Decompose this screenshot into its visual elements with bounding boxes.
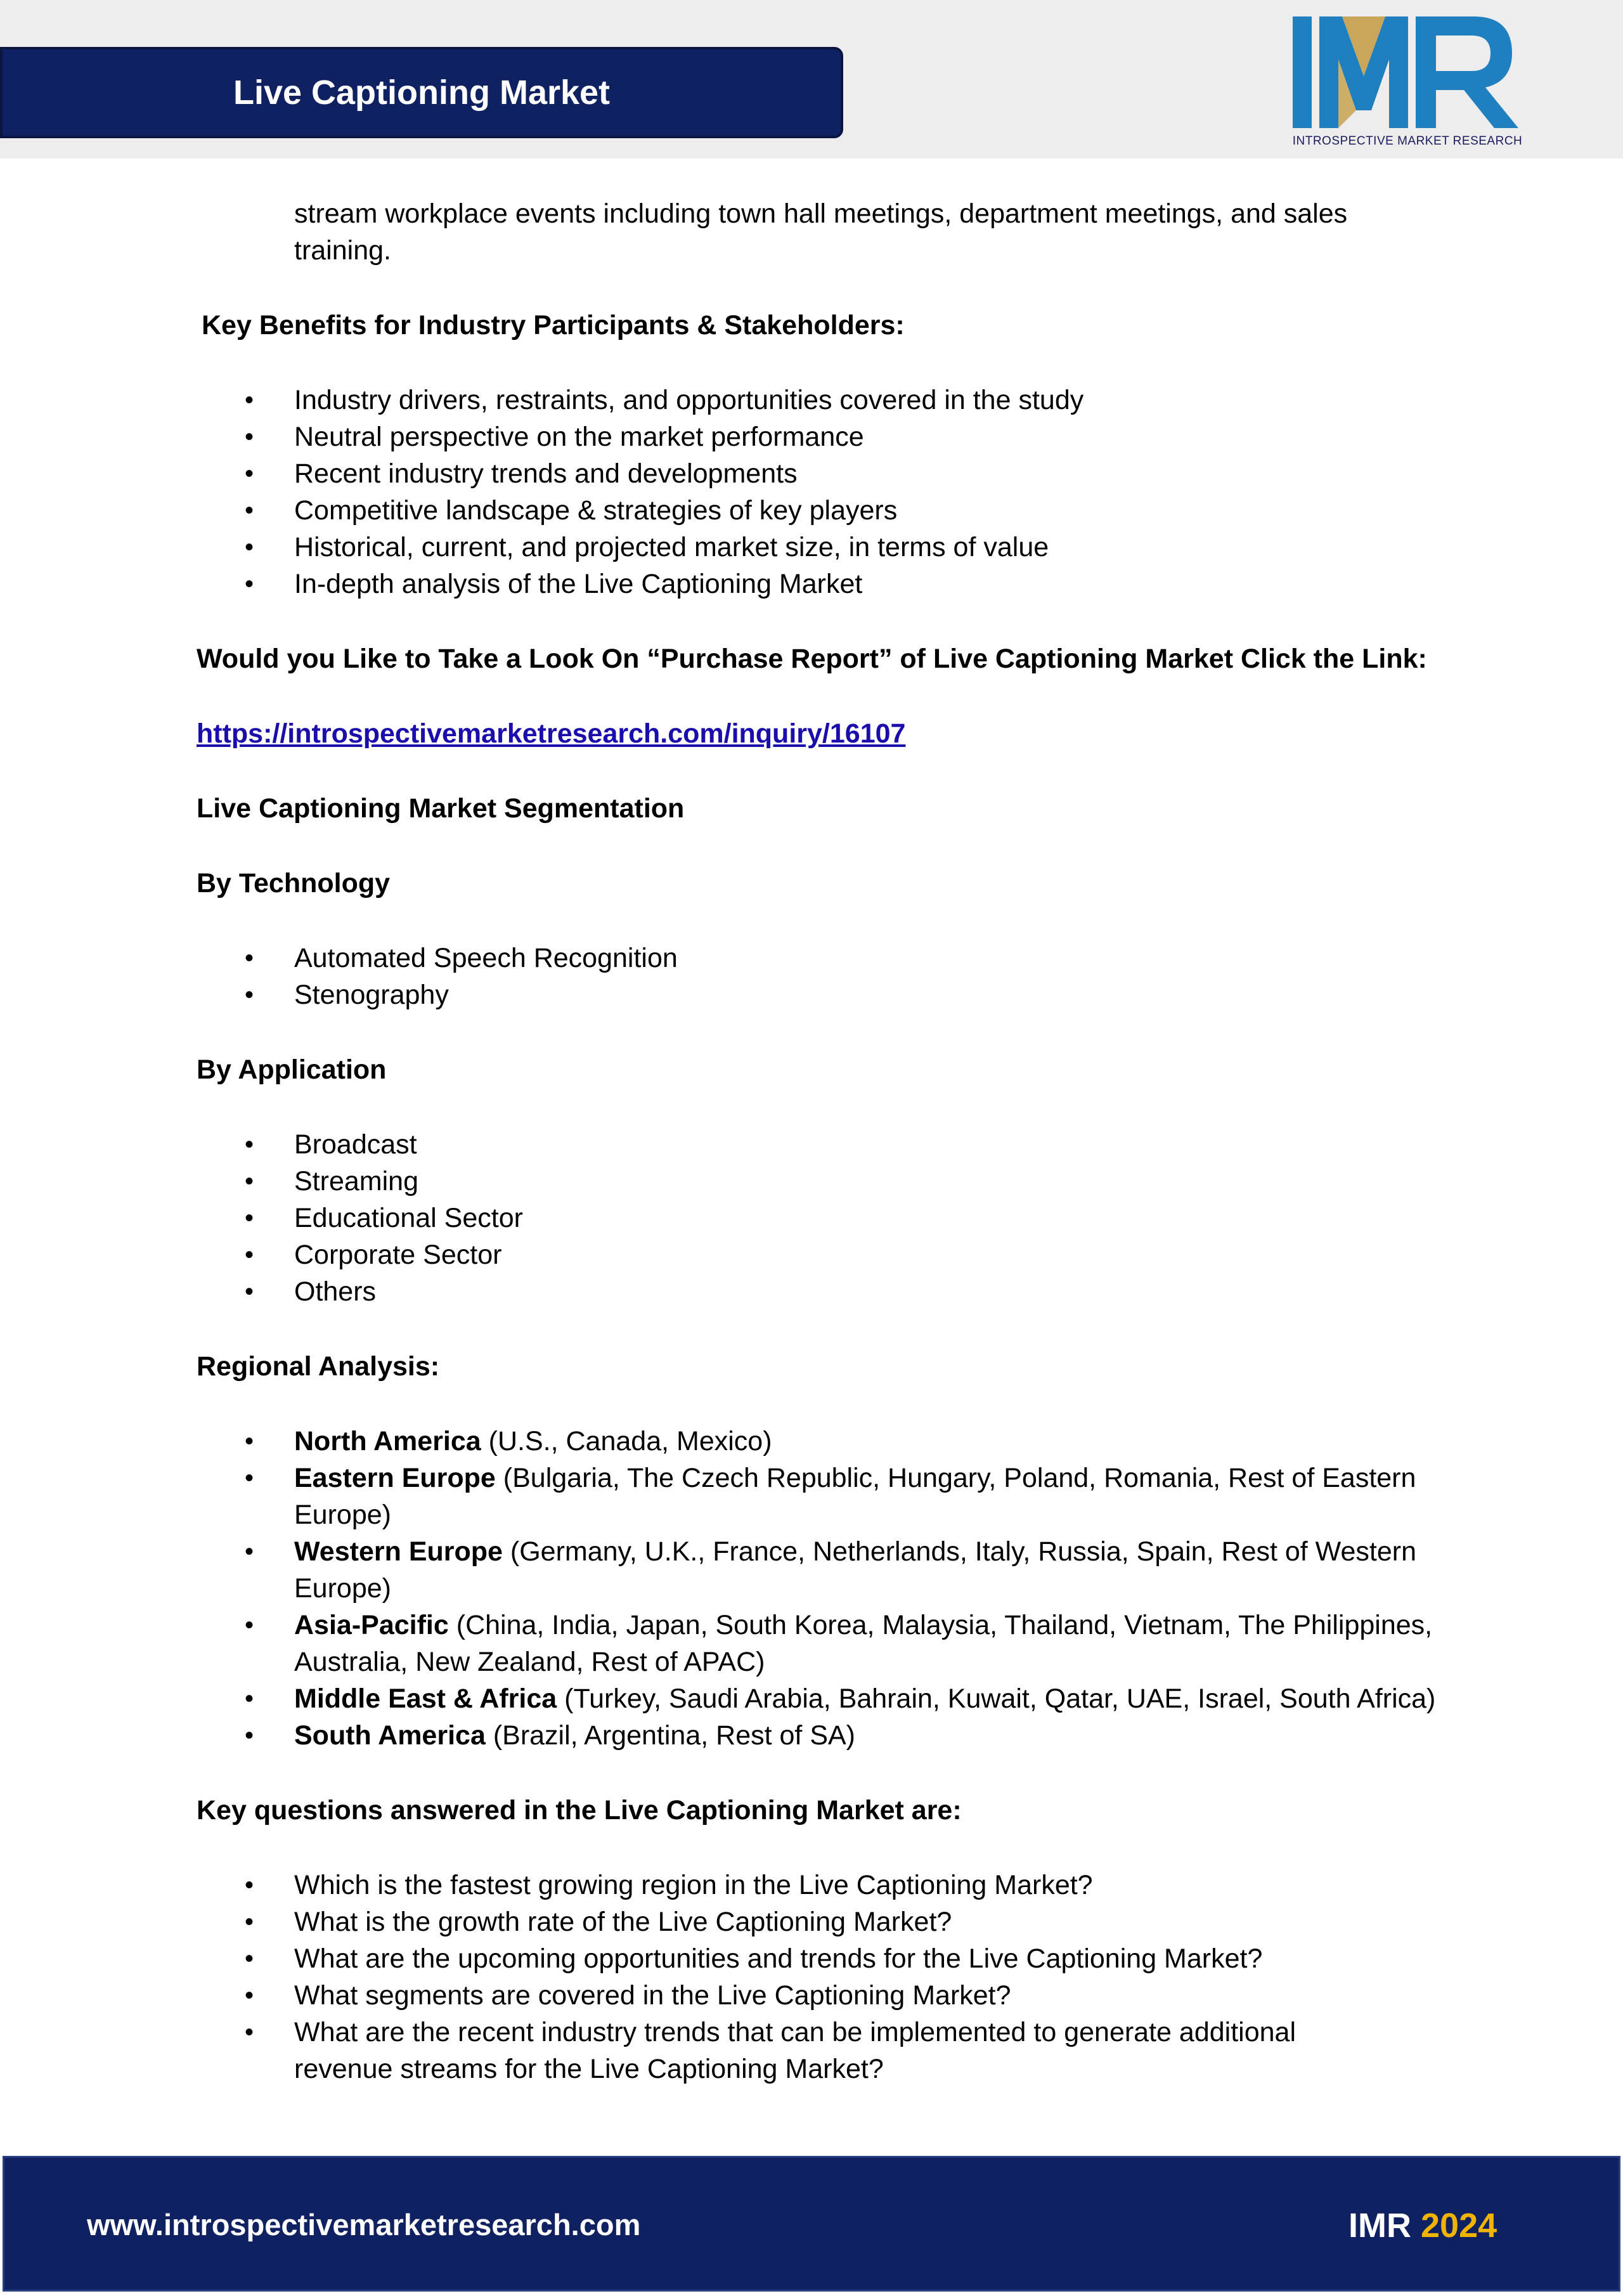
application-item: Others: [294, 1276, 377, 1307]
question-item: What are the upcoming opportunities and trends for the Live Captioning Market?: [294, 1943, 1263, 1974]
bullet-icon: •: [245, 1538, 254, 1566]
logo-caption: INTROSPECTIVE MARKET RESEARCH: [1292, 134, 1523, 148]
bullet-icon: •: [245, 1722, 254, 1749]
bullet-icon: •: [245, 1464, 254, 1492]
application-item: Educational Sector: [294, 1203, 523, 1233]
bullet-icon: •: [245, 1981, 254, 2009]
footer-year: 2024: [1421, 2207, 1497, 2245]
intro-line: training.: [294, 235, 391, 266]
technology-item: Stenography: [294, 980, 449, 1010]
application-item: Streaming: [294, 1166, 418, 1197]
region-name: Eastern Europe: [294, 1463, 496, 1493]
bullet-icon: •: [245, 496, 254, 524]
footer-brand: [1348, 2206, 1497, 2245]
region-detail: (Germany, U.K., France, Netherlands, Italy, Russia, Spain, Rest of Western: [502, 1536, 1416, 1567]
bullet-icon: •: [245, 944, 254, 972]
bullet-icon: •: [245, 1908, 254, 1936]
bullet-icon: •: [245, 1427, 254, 1455]
purchase-link[interactable]: https://introspectivemarketresearch.com/inquiry/16107: [197, 718, 906, 749]
benefit-item: Industry drivers, restraints, and opportunities covered in the study: [294, 385, 1084, 415]
region-item: [294, 1607, 1432, 1644]
region-name: Middle East & Africa: [294, 1683, 557, 1714]
bullet-icon: •: [245, 1871, 254, 1899]
region-name: North America: [294, 1426, 481, 1456]
region-item: [294, 1423, 772, 1460]
question-item: Which is the fastest growing region in the Live Captioning Market?: [294, 1870, 1093, 1900]
region-detail: (China, India, Japan, South Korea, Malaysia, Thailand, Vietnam, The Philippines,: [448, 1610, 1433, 1640]
technology-item: Automated Speech Recognition: [294, 943, 678, 973]
bullet-icon: •: [245, 1685, 254, 1713]
benefit-item: Neutral perspective on the market performance: [294, 422, 864, 452]
bullet-icon: •: [245, 1278, 254, 1306]
imr-logo-icon: [1290, 15, 1525, 152]
footer-website-link[interactable]: www.introspectivemarketresearch.com: [87, 2208, 641, 2241]
bullet-icon: •: [245, 2018, 254, 2046]
purchase-prompt: Would you Like to Take a Look On “Purchase Report” of Live Captioning Market Click the Link:: [197, 644, 1427, 674]
bullet-icon: •: [245, 1611, 254, 1639]
region-detail: (Turkey, Saudi Arabia, Bahrain, Kuwait, Qatar, UAE, Israel, South Africa): [557, 1683, 1436, 1714]
bullet-icon: •: [245, 1131, 254, 1158]
question-item: What are the recent industry trends that can be implemented to generate additional: [294, 2017, 1296, 2047]
intro-line: stream workplace events including town hall meetings, department meetings, and sales: [294, 198, 1348, 229]
benefit-item: In-depth analysis of the Live Captioning Market: [294, 569, 863, 599]
region-detail: (U.S., Canada, Mexico): [481, 1426, 772, 1456]
bullet-icon: •: [245, 1204, 254, 1232]
region-name: South America: [294, 1720, 486, 1751]
page-title-banner: [0, 47, 843, 138]
region-detail-continued: Australia, New Zealand, Rest of APAC): [294, 1647, 765, 1677]
regional-heading: Regional Analysis:: [197, 1351, 440, 1382]
bullet-icon: •: [245, 423, 254, 451]
benefits-heading: Key Benefits for Industry Participants & Stakeholders:: [202, 310, 905, 341]
region-item: [294, 1717, 855, 1754]
region-item: [294, 1533, 1416, 1570]
by-technology-heading: By Technology: [197, 868, 391, 898]
region-item: [294, 1460, 1416, 1496]
bullet-icon: •: [245, 460, 254, 488]
application-item: Broadcast: [294, 1129, 417, 1160]
region-detail-continued: Europe): [294, 1500, 391, 1530]
benefit-item: Historical, current, and projected market size, in terms of value: [294, 532, 1049, 562]
bullet-icon: •: [245, 386, 254, 414]
footer-brand-name: IMR: [1348, 2207, 1411, 2245]
footer-bar: [3, 2156, 1620, 2292]
by-application-heading: By Application: [197, 1054, 387, 1085]
region-name: Asia-Pacific: [294, 1610, 449, 1640]
question-item-continued: revenue streams for the Live Captioning Market?: [294, 2054, 884, 2084]
region-detail: (Bulgaria, The Czech Republic, Hungary, Poland, Romania, Rest of Eastern: [495, 1463, 1416, 1493]
question-item: What is the growth rate of the Live Captioning Market?: [294, 1907, 952, 1937]
bullet-icon: •: [245, 1241, 254, 1269]
bullet-icon: •: [245, 981, 254, 1009]
region-detail-continued: Europe): [294, 1573, 391, 1604]
region-item: [294, 1680, 1435, 1717]
benefit-item: Competitive landscape & strategies of key players: [294, 495, 898, 526]
region-detail: (Brazil, Argentina, Rest of SA): [485, 1720, 855, 1751]
segmentation-heading: Live Captioning Market Segmentation: [197, 793, 685, 824]
question-item: What segments are covered in the Live Captioning Market?: [294, 1980, 1011, 2011]
page-title: Live Captioning Market: [233, 74, 611, 112]
region-name: Western Europe: [294, 1536, 503, 1567]
questions-heading: Key questions answered in the Live Captioning Market are:: [197, 1795, 962, 1826]
benefit-item: Recent industry trends and developments: [294, 458, 798, 489]
bullet-icon: •: [245, 533, 254, 561]
application-item: Corporate Sector: [294, 1240, 502, 1270]
bullet-icon: •: [245, 1945, 254, 1973]
bullet-icon: •: [245, 570, 254, 598]
bullet-icon: •: [245, 1167, 254, 1195]
